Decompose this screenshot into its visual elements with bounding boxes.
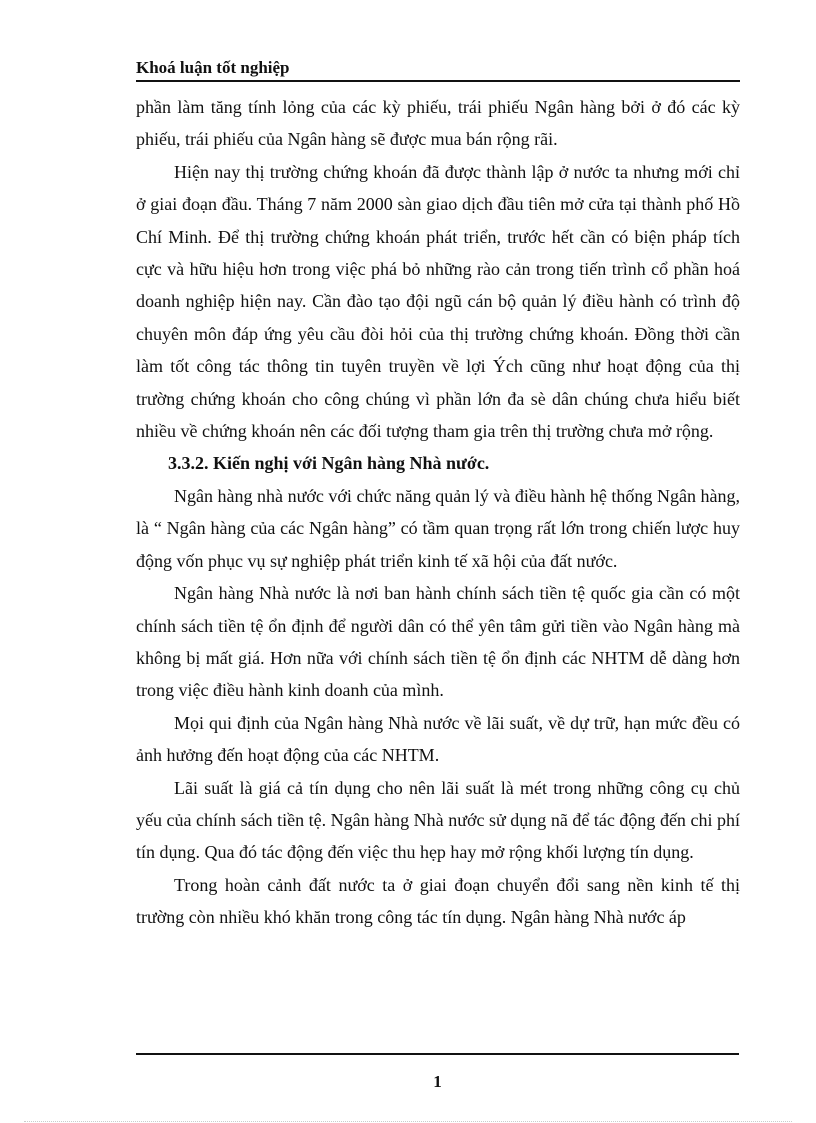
section-heading: 3.3.2. Kiến nghị với Ngân hàng Nhà nước.: [168, 453, 490, 474]
paragraph: Trong hoàn cảnh đất nước ta ở giai đoạn chuyển đổi sang nền kinh tế thị trường còn nhiều khó khăn trong công tác tín dụng. Ngân hàng Nhà nước áp: [136, 874, 740, 928]
paragraph: Ngân hàng nhà nước với chức năng quản lý và điều hành hệ thống Ngân hàng, là “ Ngân hàng của các Ngân hàng” có tầm quan trọng rất lớn trong chiến lược huy động vốn phục vụ sự nghiệp phát triển kinh tế xã hội của đất nước.: [136, 485, 740, 571]
paragraph-continuation: phần làm tăng tính lỏng của các kỳ phiếu, trái phiếu Ngân hàng bởi ở đó các kỳ phiếu, trái phiếu của Ngân hàng sẽ được mua bán rộng rãi.: [136, 97, 740, 150]
page-number: 1: [433, 1072, 442, 1091]
paragraph: Mọi qui định của Ngân hàng Nhà nước về lãi suất, về dự trữ, hạn mức đều có ảnh hưởng đến hoạt động của các NHTM.: [136, 712, 740, 766]
paragraph: Lãi suất là giá cả tín dụng cho nên lãi suất là mét trong những công cụ chủ yếu của chính sách tiền tệ. Ngân hàng Nhà nước sử dụng nã để tác động đến chi phí tín dụng. Qua đó tác động đến việc thu hẹp hay mở rộng khối lượng tín dụng.: [136, 777, 740, 863]
footer-divider: [136, 1053, 739, 1055]
paragraph: Hiện nay thị trường chứng khoán đã được thành lập ở nước ta nhưng mới chỉ ở giai đoạn đầu. Tháng 7 năm 2000 sàn giao dịch đầu tiên mở cửa tại thành phố Hồ Chí Minh. Để thị trường chứng khoán phát triển, trước hết cần có biện pháp tích cực và hữu hiệu hơn trong việc phá bỏ những rào cản trong tiến trình cổ phần hoá doanh nghiệp hiện nay. Cần đào tạo đội ngũ cán bộ quản lý điều hành có trình độ chuyên môn đáp ứng yêu cầu đòi hỏi của thị trường chứng khoán. Đồng thời cần làm tốt công tác thông tin tuyên truyền về lợi Ých cũng như hoạt động của thị trường chứng khoán cho công chúng vì phần lớn đa sè dân chúng chưa hiểu biết nhiều về chứng khoán nên các đối tượng tham gia trên thị trường chưa mở rộng.: [136, 161, 740, 442]
header-title: Khoá luận tốt nghiệp: [136, 58, 290, 77]
document-header: [136, 58, 740, 82]
paragraph: Ngân hàng Nhà nước là nơi ban hành chính sách tiền tệ quốc gia cần có một chính sách tiền tệ ổn định để người dân có thể yên tâm gửi tiền vào Ngân hàng mà không bị mất giá. Hơn nữa với chính sách tiền tệ ổn định các NHTM dễ dàng hơn trong việc điều hành kinh doanh của mình.: [136, 583, 740, 701]
page-edge-divider: [24, 1121, 792, 1122]
document-body: [136, 91, 740, 934]
